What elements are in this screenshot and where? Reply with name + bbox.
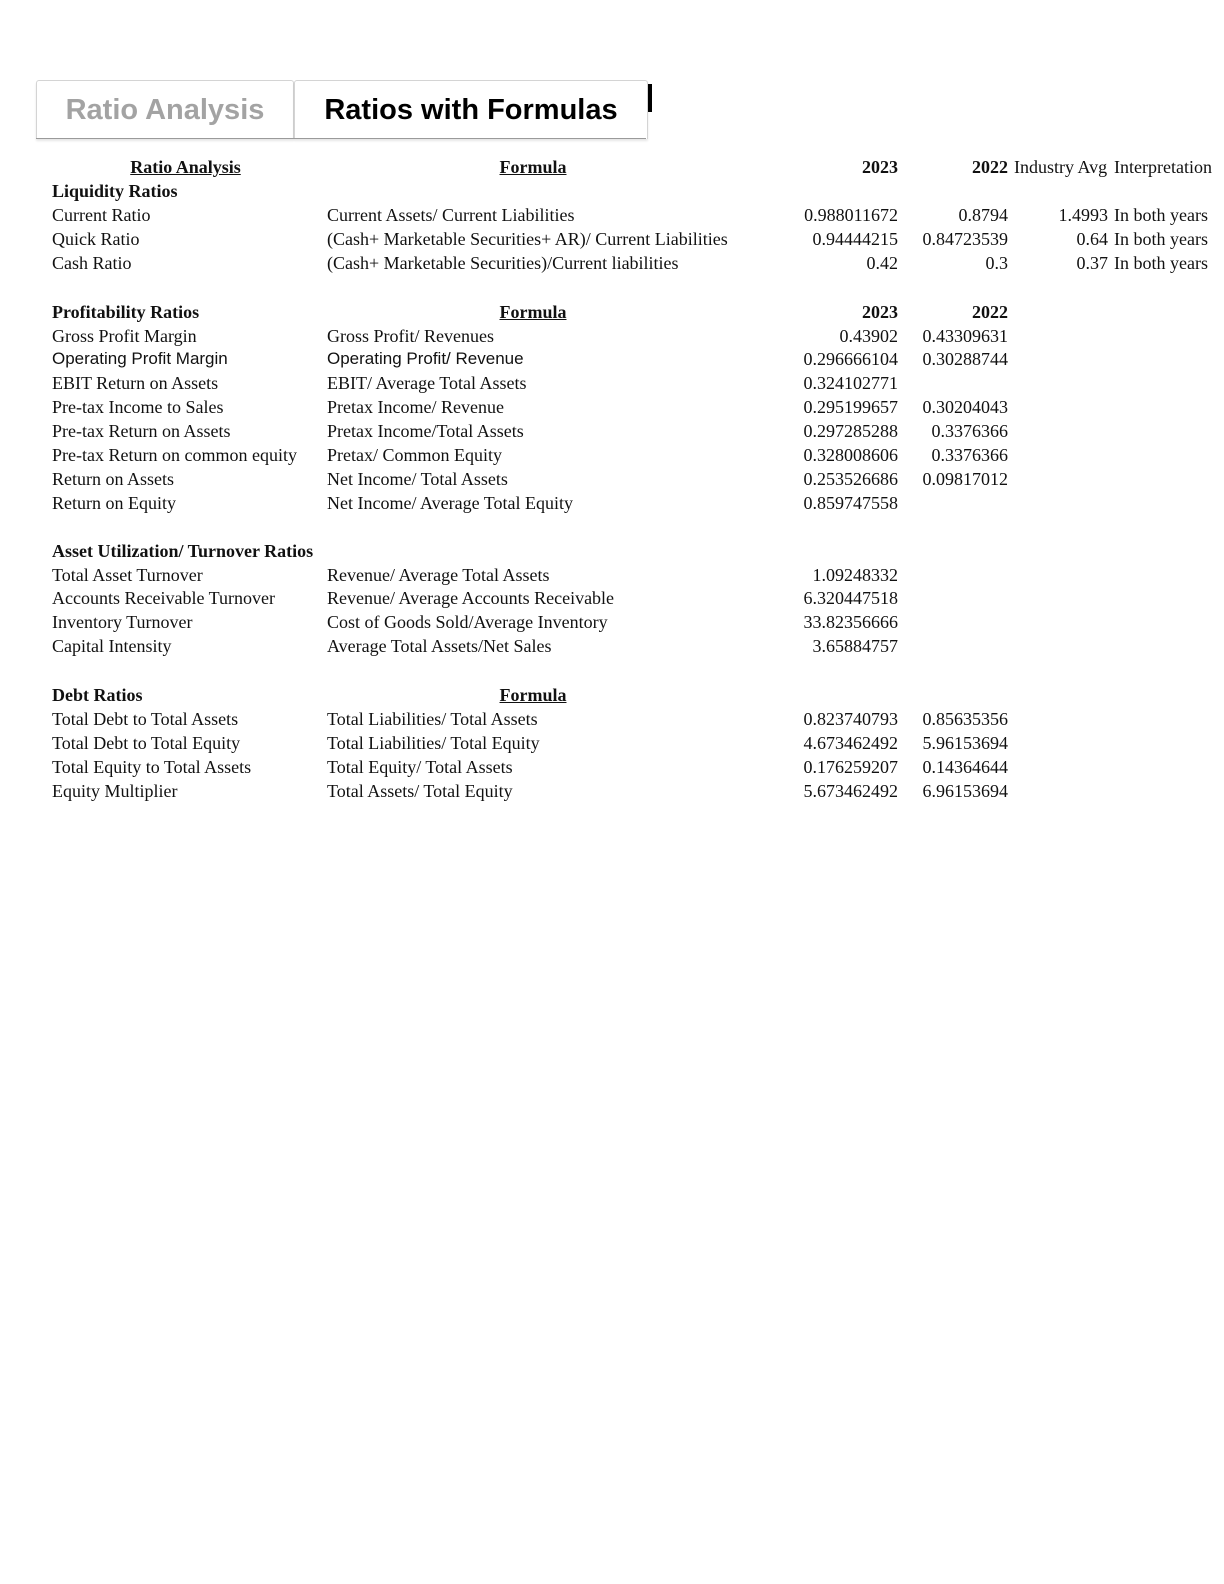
asset-utilization-2023: 1.09248332 bbox=[812, 565, 898, 585]
profitability-2023: 0.253526686 bbox=[803, 469, 898, 489]
debt-2023: 0.823740793 bbox=[803, 709, 898, 729]
debt-name: Total Debt to Total Equity bbox=[52, 733, 241, 753]
profitability-formula: Pretax Income/ Revenue bbox=[327, 397, 504, 417]
asset-utilization-2023: 6.320447518 bbox=[803, 588, 898, 608]
profitability-2022: 0.30288744 bbox=[922, 349, 1008, 369]
liquidity-name: Cash Ratio bbox=[52, 253, 132, 273]
profitability-2023: 0.324102771 bbox=[803, 373, 898, 393]
profitability-name: EBIT Return on Assets bbox=[52, 373, 219, 393]
profitability-2023: 0.297285288 bbox=[803, 421, 898, 441]
profitability-2022: 0.3376366 bbox=[931, 445, 1008, 465]
liquidity-interpretation: In both years bbox=[1114, 229, 1208, 249]
header-interpretation: Interpretation bbox=[1114, 157, 1212, 177]
asset-utilization-name: Capital Intensity bbox=[52, 636, 172, 656]
liquidity-interpretation: In both years bbox=[1114, 253, 1208, 273]
profitability-formula: EBIT/ Average Total Assets bbox=[327, 373, 527, 393]
liquidity-formula: (Cash+ Marketable Securities)/Current liabilities bbox=[327, 253, 679, 273]
liquidity-2023: 0.42 bbox=[866, 253, 898, 273]
liquidity-interpretation: In both years bbox=[1114, 205, 1208, 225]
asset-utilization-name: Inventory Turnover bbox=[52, 612, 193, 632]
liquidity-name: Quick Ratio bbox=[52, 229, 140, 249]
asset-utilization-formula: Revenue/ Average Total Assets bbox=[327, 565, 550, 585]
debt-name: Equity Multiplier bbox=[52, 781, 178, 801]
profitability-name: Gross Profit Margin bbox=[52, 326, 197, 346]
debt-2023: 4.673462492 bbox=[803, 733, 898, 753]
liquidity-industry: 0.37 bbox=[1076, 253, 1108, 273]
profitability-name: Pre-tax Income to Sales bbox=[52, 397, 224, 417]
header-2023: 2023 bbox=[862, 157, 898, 177]
debt-2022: 6.96153694 bbox=[922, 781, 1008, 801]
profitability-formula: Operating Profit/ Revenue bbox=[327, 349, 524, 368]
header-ratio-analysis: Ratio Analysis bbox=[130, 157, 241, 177]
profitability-2022: 0.09817012 bbox=[922, 469, 1008, 489]
debt-formula: Total Assets/ Total Equity bbox=[327, 781, 513, 801]
asset-utilization-formula: Cost of Goods Sold/Average Inventory bbox=[327, 612, 608, 632]
profitability-2022 bbox=[910, 491, 1008, 515]
asset-utilization-2023: 33.82356666 bbox=[803, 612, 898, 632]
debt-2023: 5.673462492 bbox=[803, 781, 898, 801]
section-profitability-title: Profitability Ratios bbox=[52, 302, 200, 322]
profitability-2022: 0.43309631 bbox=[922, 326, 1008, 346]
debt-2023: 0.176259207 bbox=[803, 757, 898, 777]
profitability-formula: Pretax Income/Total Assets bbox=[327, 421, 524, 441]
liquidity-2022: 0.8794 bbox=[958, 205, 1008, 225]
debt-formula: Total Equity/ Total Assets bbox=[327, 757, 513, 777]
liquidity-industry: 0.64 bbox=[1076, 229, 1108, 249]
tab-ratio-analysis[interactable]: Ratio Analysis bbox=[36, 80, 294, 139]
asset-utilization-2023: 3.65884757 bbox=[812, 636, 898, 656]
profitability-formula: Net Income/ Average Total Equity bbox=[327, 493, 573, 513]
profitability-formula-header: Formula bbox=[499, 302, 567, 322]
liquidity-formula: Current Assets/ Current Liabilities bbox=[327, 205, 575, 225]
debt-2022: 5.96153694 bbox=[922, 733, 1008, 753]
debt-name: Total Debt to Total Assets bbox=[52, 709, 239, 729]
profitability-name: Pre-tax Return on common equity bbox=[52, 445, 297, 465]
tab-ratios-with-formulas[interactable]: Ratios with Formulas bbox=[294, 80, 648, 139]
liquidity-name: Current Ratio bbox=[52, 205, 151, 225]
section-liquidity-title: Liquidity Ratios bbox=[52, 181, 178, 201]
profitability-2023: 0.328008606 bbox=[803, 445, 898, 465]
section-debt-title: Debt Ratios bbox=[52, 685, 143, 705]
liquidity-2022: 0.84723539 bbox=[922, 229, 1008, 249]
profitability-formula: Pretax/ Common Equity bbox=[327, 445, 502, 465]
liquidity-formula: (Cash+ Marketable Securities+ AR)/ Current Liabilities bbox=[327, 229, 728, 249]
header-2022: 2022 bbox=[972, 157, 1008, 177]
liquidity-2022: 0.3 bbox=[985, 253, 1008, 273]
debt-formula: Total Liabilities/ Total Assets bbox=[327, 709, 538, 729]
section-asset-utilization-title: Asset Utilization/ Turnover Ratios bbox=[52, 541, 314, 561]
debt-formula-header: Formula bbox=[499, 685, 567, 705]
profitability-name: Pre-tax Return on Assets bbox=[52, 421, 231, 441]
asset-utilization-name: Accounts Receivable Turnover bbox=[52, 588, 275, 608]
profitability-formula: Gross Profit/ Revenues bbox=[327, 326, 494, 346]
profitability-2023: 0.859747558 bbox=[803, 493, 898, 513]
header-formula: Formula bbox=[499, 157, 567, 177]
liquidity-2023: 0.94444215 bbox=[812, 229, 898, 249]
debt-2022: 0.14364644 bbox=[922, 757, 1008, 777]
profitability-name: Operating Profit Margin bbox=[52, 349, 228, 368]
header-industry-avg: Industry Avg bbox=[1014, 157, 1108, 177]
profitability-2022: 0.3376366 bbox=[931, 421, 1008, 441]
profitability-2023-header: 2023 bbox=[862, 302, 898, 322]
liquidity-2023: 0.988011672 bbox=[804, 205, 898, 225]
profitability-2023: 0.43902 bbox=[839, 326, 898, 346]
asset-utilization-formula: Average Total Assets/Net Sales bbox=[327, 636, 552, 656]
asset-utilization-formula: Revenue/ Average Accounts Receivable bbox=[327, 588, 615, 608]
profitability-2022: 0.30204043 bbox=[922, 397, 1008, 417]
profitability-name: Return on Assets bbox=[52, 469, 175, 489]
profitability-2023: 0.295199657 bbox=[803, 397, 898, 417]
profitability-formula: Net Income/ Total Assets bbox=[327, 469, 508, 489]
profitability-2022-header: 2022 bbox=[972, 302, 1008, 322]
debt-name: Total Equity to Total Assets bbox=[52, 757, 252, 777]
profitability-name: Return on Equity bbox=[52, 493, 176, 513]
debt-2022: 0.85635356 bbox=[922, 709, 1008, 729]
profitability-2023: 0.296666104 bbox=[803, 349, 898, 369]
liquidity-industry: 1.4993 bbox=[1058, 205, 1108, 225]
asset-utilization-name: Total Asset Turnover bbox=[52, 565, 203, 585]
profitability-2022 bbox=[910, 371, 1008, 395]
debt-formula: Total Liabilities/ Total Equity bbox=[327, 733, 540, 753]
